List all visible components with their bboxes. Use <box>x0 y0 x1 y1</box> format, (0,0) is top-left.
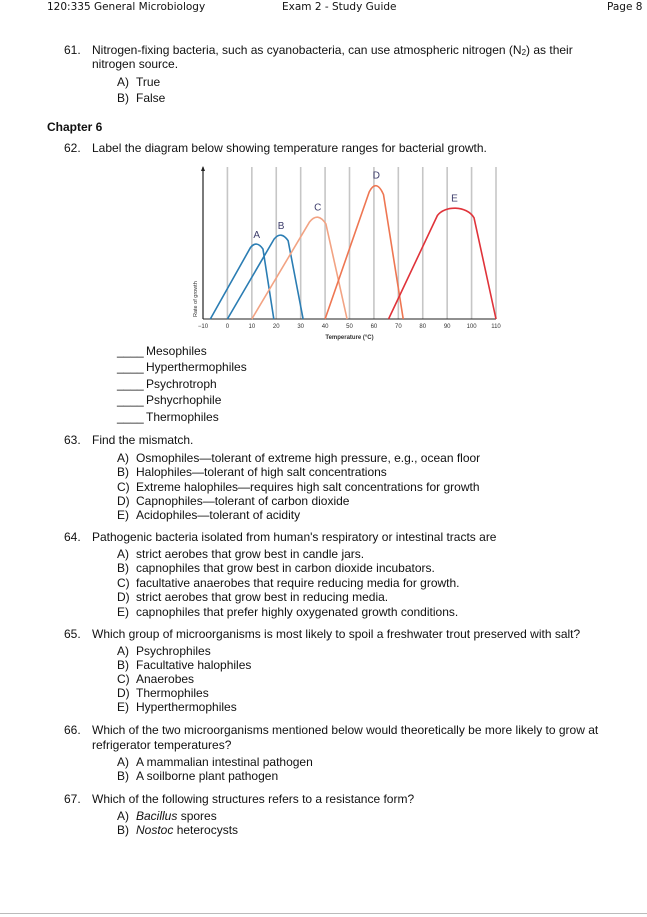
curve-label-a: A <box>253 230 261 241</box>
option-text-body: Anaerobes <box>136 672 195 686</box>
option-letter: B) <box>117 91 129 105</box>
header-course: 120:335 General Microbiology <box>47 1 206 13</box>
x-tick-label: 20 <box>272 324 280 330</box>
option-text-body: A soilborne plant pathogen <box>136 769 279 783</box>
option-text-body: Facultative halophiles <box>136 658 252 672</box>
option-text <box>136 547 364 561</box>
option-letter: B) <box>117 465 129 479</box>
option-text <box>136 590 388 604</box>
option-text <box>136 658 251 672</box>
option-text-body: strict aerobes that grow best in candle jars. <box>136 547 365 561</box>
option-text-body: Psychrophiles <box>136 644 211 658</box>
header-page-number: Page 8 <box>607 1 643 13</box>
chapter-heading: Chapter 6 <box>47 120 103 134</box>
answer-blank[interactable]: ____ <box>117 393 144 407</box>
x-tick-label: 100 <box>466 324 477 330</box>
option-letter: A) <box>117 644 129 658</box>
question-number: 66. <box>64 723 81 737</box>
question-text-line2: refrigerator temperatures? <box>92 738 232 752</box>
option-text-body: capnophiles that prefer highly oxygenated growth conditions. <box>136 605 459 619</box>
option-text <box>136 809 217 823</box>
option-text: False <box>136 91 166 105</box>
x-tick-label: 110 <box>491 324 501 330</box>
option-letter: A) <box>117 75 129 89</box>
growth-curve-d <box>325 186 403 319</box>
option-letter: A) <box>117 547 129 561</box>
option-text-body: Halophiles—tolerant of high salt concentrations <box>136 465 387 479</box>
option-text <box>136 700 237 714</box>
question-text: Label the diagram below showing temperature ranges for bacterial growth. <box>92 141 487 155</box>
option-letter: B) <box>117 823 129 837</box>
temperature-growth-diagram <box>180 160 510 345</box>
page-bottom-border <box>0 913 647 914</box>
option-letter: B) <box>117 658 129 672</box>
option-text-body: Hyperthermophiles <box>136 700 237 714</box>
option-text <box>136 508 300 522</box>
option-letter: D) <box>117 590 130 604</box>
option-text-body: strict aerobes that grow best in reducing media. <box>136 590 389 604</box>
x-tick-label: −10 <box>197 324 209 330</box>
question-text: Which group of microorganisms is most likely to spoil a freshwater trout preserved with salt? <box>92 627 581 641</box>
y-axis-arrow <box>201 166 205 171</box>
question-number: 64. <box>64 530 81 544</box>
option-letter: C) <box>117 480 130 494</box>
option-text <box>136 644 211 658</box>
answer-blank[interactable]: ____ <box>117 344 144 358</box>
header-title: Exam 2 - Study Guide <box>282 1 397 13</box>
option-text <box>136 576 460 590</box>
option-text-body: facultative anaerobes that require reducing media for growth. <box>136 576 460 590</box>
option-letter: E) <box>117 508 129 522</box>
question-number: 62. <box>64 141 81 155</box>
option-letter: B) <box>117 769 129 783</box>
option-text-body: Osmophiles—tolerant of extreme high pressure, e.g., ocean floor <box>136 451 481 465</box>
option-letter: A) <box>117 809 129 823</box>
option-text <box>136 686 209 700</box>
x-tick-label: 90 <box>443 324 451 330</box>
blank-label: Hyperthermophiles <box>146 360 247 374</box>
option-text-body: Capnophiles—tolerant of carbon dioxide <box>136 494 350 508</box>
answer-blank[interactable]: ____ <box>117 377 144 391</box>
growth-curve-b <box>227 235 303 319</box>
option-letter: C) <box>117 576 130 590</box>
option-text <box>136 672 194 686</box>
option-letter: A) <box>117 755 129 769</box>
x-tick-label: 60 <box>370 324 378 330</box>
curve-label-d: D <box>372 170 380 182</box>
italic-genus: Bacillus <box>136 809 178 823</box>
curve-label-c: C <box>314 202 322 214</box>
option-text-body: A mammalian intestinal pathogen <box>136 755 313 769</box>
option-text-body: heterocysts <box>173 823 239 837</box>
option-text-body: spores <box>177 809 217 823</box>
option-text <box>136 494 349 508</box>
x-tick-label: 30 <box>297 324 305 330</box>
subscript: 2 <box>521 48 527 57</box>
italic-genus: Nostoc <box>136 823 174 837</box>
growth-curve-e <box>389 208 496 319</box>
option-text <box>136 465 387 479</box>
option-letter: E) <box>117 605 129 619</box>
option-letter: A) <box>117 451 129 465</box>
x-tick-label: 80 <box>419 324 427 330</box>
option-text-body: capnophiles that grow best in carbon dioxide incubators. <box>136 561 435 575</box>
blank-label: Mesophiles <box>146 344 207 358</box>
x-tick-label: 40 <box>321 324 329 330</box>
question-text-part: Nitrogen-fixing bacteria, such as cyanobacteria, can use atmospheric nitrogen (N <box>92 43 522 57</box>
question-text: Find the mismatch. <box>92 433 194 447</box>
question-text-part: ) as their <box>526 43 573 57</box>
option-text <box>136 561 435 575</box>
option-text <box>136 823 238 837</box>
question-number: 61. <box>64 43 81 57</box>
option-letter: D) <box>117 494 130 508</box>
blank-label: Psychrotroph <box>146 377 217 391</box>
option-letter: D) <box>117 686 130 700</box>
option-text <box>136 755 313 769</box>
question-number: 67. <box>64 792 81 806</box>
curve-label-b: B <box>277 220 285 232</box>
question-text: Pathogenic bacteria isolated from human's respiratory or intestinal tracts are <box>92 530 497 544</box>
option-letter: C) <box>117 672 130 686</box>
option-text-body: Extreme halophiles—requires high salt concentrations for growth <box>136 480 480 494</box>
question-number: 63. <box>64 433 81 447</box>
x-tick-label: 0 <box>225 324 230 330</box>
option-letter: B) <box>117 561 129 575</box>
y-axis-label: Rate of growth <box>193 281 199 317</box>
option-text <box>136 480 480 494</box>
question-text: Which of the following structures refers to a resistance form? <box>92 792 415 806</box>
option-text-body: Acidophiles—tolerant of acidity <box>136 508 301 522</box>
answer-blank[interactable]: ____ <box>117 410 144 424</box>
option-text <box>136 451 480 465</box>
question-number: 65. <box>64 627 81 641</box>
x-tick-label: 10 <box>248 324 256 330</box>
option-text-body: Thermophiles <box>136 686 209 700</box>
question-text: Which of the two microorganisms mentioned below would theoretically be more likely to grow at <box>92 723 599 737</box>
option-text <box>136 769 278 783</box>
x-tick-label: 50 <box>346 324 353 330</box>
option-letter: E) <box>117 700 129 714</box>
question-text-line2: nitrogen source. <box>92 57 179 71</box>
blank-label: Pshycrhophile <box>146 393 222 407</box>
option-text <box>136 605 458 619</box>
x-tick-label: 70 <box>394 324 402 330</box>
answer-blank[interactable]: ____ <box>117 360 144 374</box>
option-text: True <box>136 75 161 89</box>
blank-label: Thermophiles <box>146 410 219 424</box>
x-axis-label: Temperature (°C) <box>325 335 374 341</box>
curve-label-e: E <box>451 193 458 205</box>
